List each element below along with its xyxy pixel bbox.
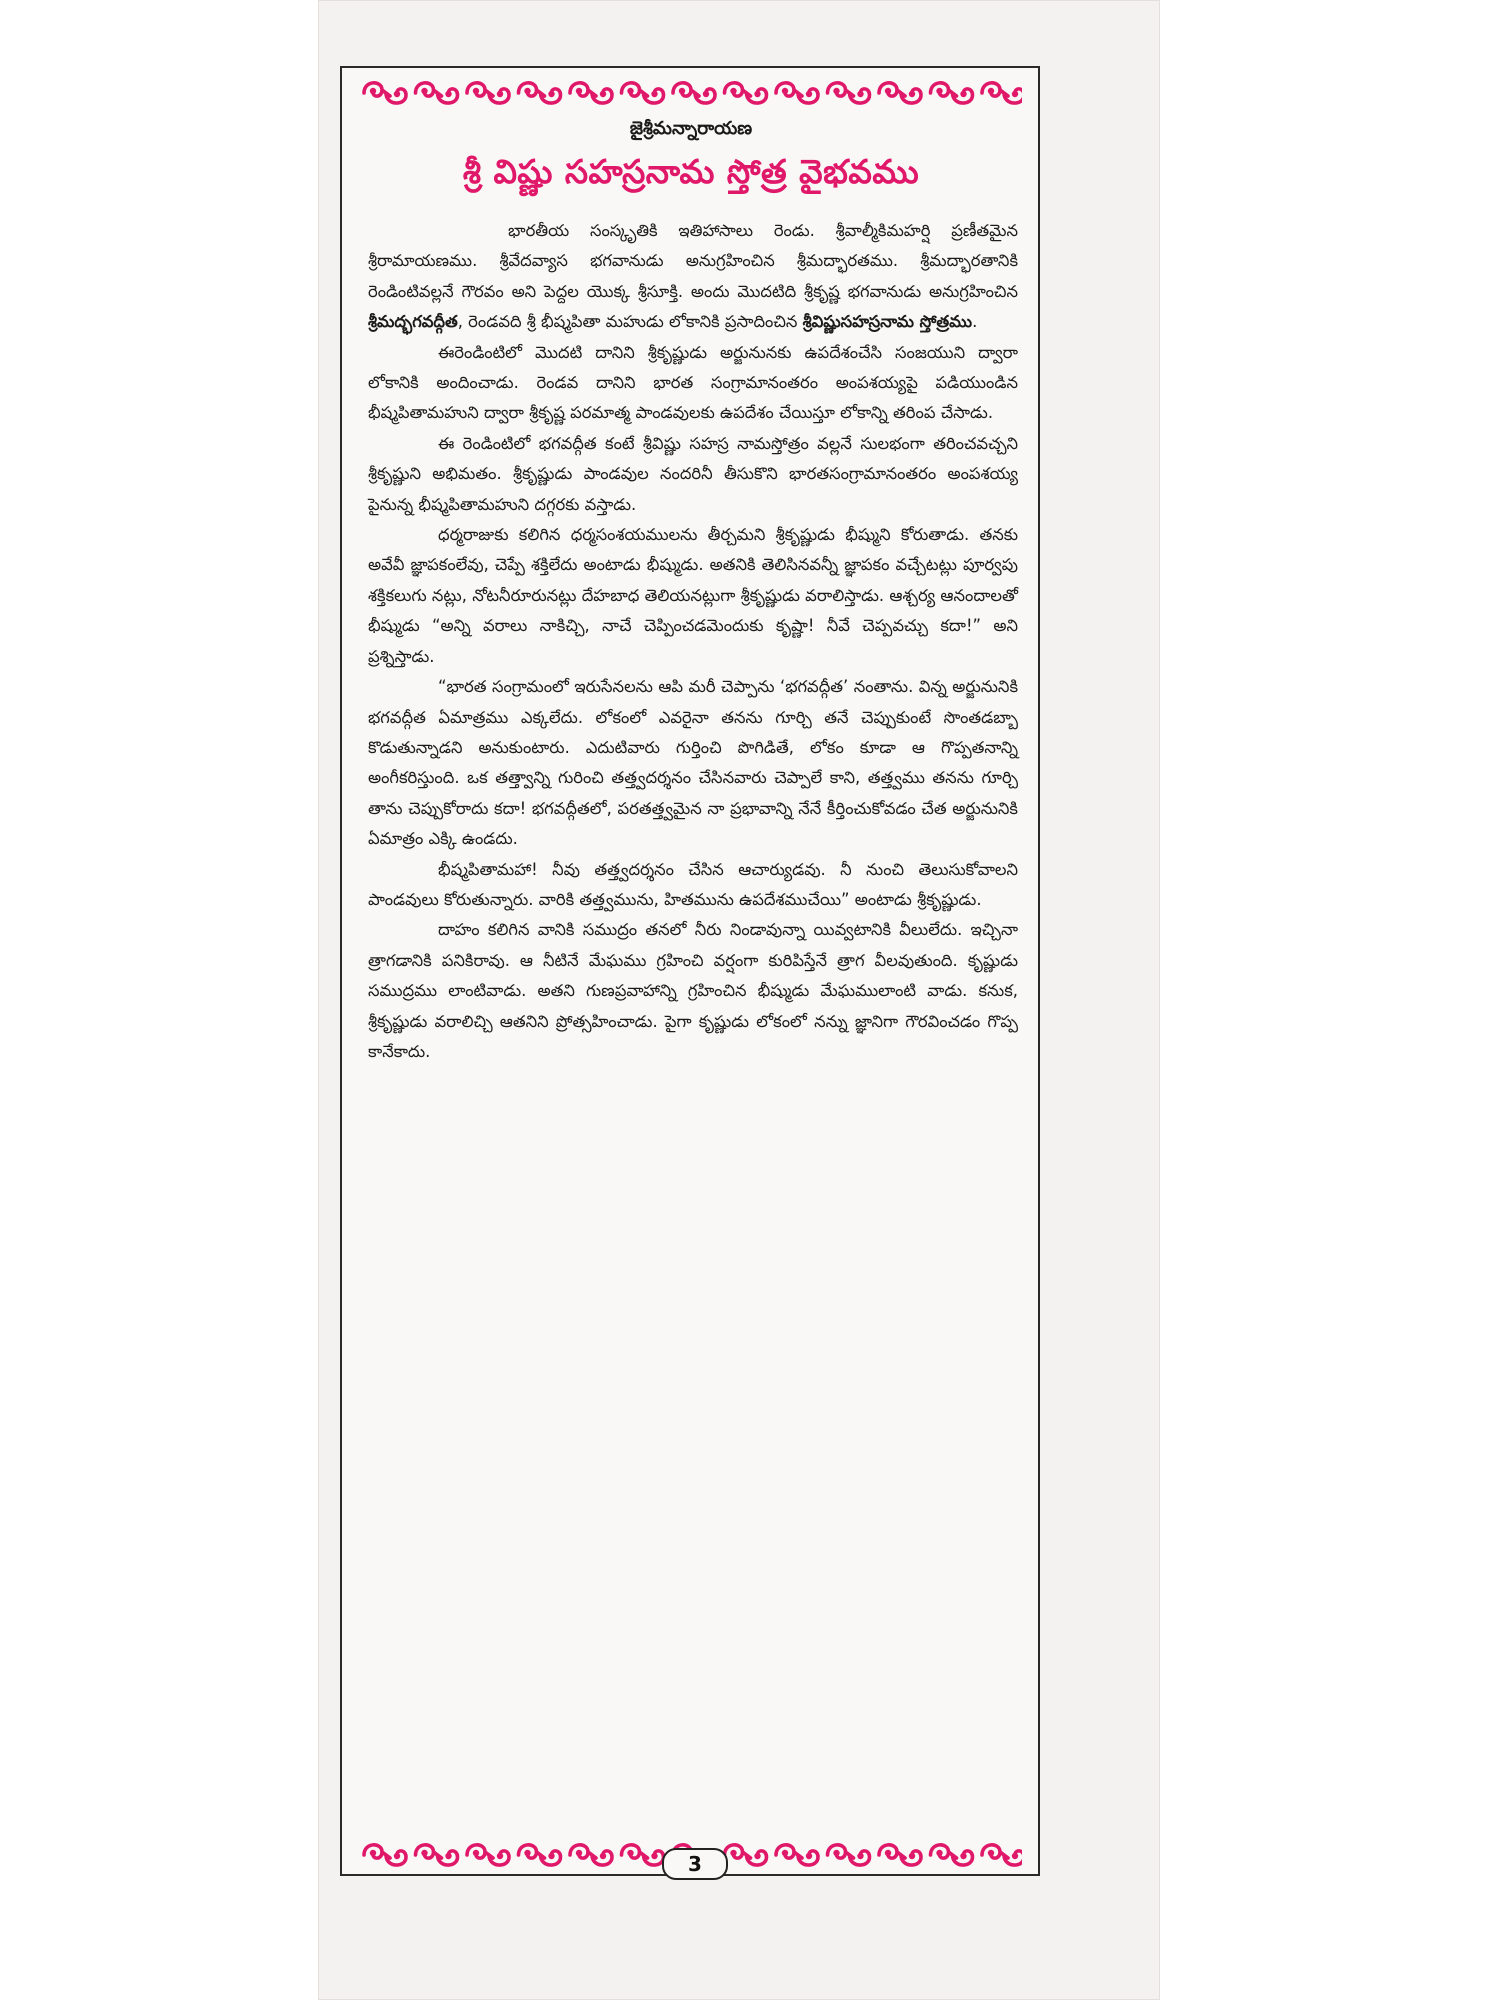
scroll-motif <box>519 1845 561 1865</box>
scroll-motif <box>467 1845 509 1865</box>
scroll-motif <box>982 1845 1022 1865</box>
scroll-motif <box>467 83 509 103</box>
scroll-motif <box>622 83 664 103</box>
scroll-motif <box>879 83 921 103</box>
paragraph-1-text-2: , రెండవది శ్రీ భీష్మపితా మహుడు లోకానికి ప్రసాదించిన <box>457 312 803 332</box>
scroll-motif <box>931 83 973 103</box>
decorative-scroll-border-icon <box>360 74 1022 112</box>
paragraph-3: ఈ రెండింటిలో భగవద్గీత కంటే శ్రీవిష్ణు సహస్ర నామస్తోత్రం వల్లనే సులభంగా తరించవచ్చని శ్రీకృష్ణుని అభిమతం. శ్రీకృష్ణుడు పాండవుల నందరినీ తీసుకొని భారతసంగ్రామానంతరం అంపశయ్య పైనున్న భీష్మపితామహుని దగ్గరకు వస్తాడు. <box>368 433 1018 514</box>
paragraph-2: ఈరెండింటిలో మొదటి దానిని శ్రీకృష్ణుడు అర్జునునకు ఉపదేశంచేసి సంజయుని ద్వారా లోకానికి అందించాడు. రెండవ దానిని భారత సంగ్రామానంతరం అంపశయ్యపై పడియుండిన భీష్మపితామహుని ద్వారా శ్రీకృష్ణ పరమాత్మ పాండవులకు ఉపదేశం చేయిస్తూ లోకాన్ని తరింప చేసాడు. <box>368 342 1018 423</box>
page-number-badge <box>662 1848 728 1880</box>
scroll-motif <box>725 83 767 103</box>
bhagavadgita-bold: శ్రీమద్భగవద్గీత <box>368 312 458 332</box>
scroll-motif <box>570 1845 612 1865</box>
sahasranama-bold: శ్రీవిష్ణుసహస్రనామ స్తోత్రము <box>802 312 973 332</box>
article-title: శ్రీ విష్ణు సహస్రనామ స్తోత్ర వైభవము <box>462 152 920 191</box>
scroll-motif <box>673 83 715 103</box>
scroll-motif <box>416 83 458 103</box>
paragraph-5: “భారత సంగ్రామంలో ఇరుసేనలను ఆపి మరీ చెప్పాను ‘భగవద్గీత’ నంతాను. విన్న అర్జునునికి భగవద్గీత ఏమాత్రము ఎక్కలేదు. లోకంలో ఎవరైనా తనను గూర్చి తనే చెప్పుకుంటే సొంతడబ్బా కొడుతున్నాడని అనుకుంటారు. ఎదుటివారు గుర్తించి పొగిడితే, లోకం కూడా ఆ గొప్పతనాన్ని అంగీకరిస్తుంది. ఒక తత్త్వాన్ని గురించి తత్త్వదర్శనం చేసినవారు చెప్పాలే కాని, తత్త్వము తనను గూర్చి తాను చెప్పుకోరాదు కదా! భగవద్గీతలో, పరతత్త్వమైన నా ప్రభావాన్ని నేనే కీర్తించుకోవడం చేత అర్జునునికి ఏమాత్రం ఎక్కి ఉండదు. <box>368 677 1018 849</box>
paragraph-1-end: . <box>972 312 978 332</box>
invocation-heading: జైశ్రీమన్నారాయణ <box>629 118 753 139</box>
scroll-motif <box>776 83 818 103</box>
scroll-motif <box>982 83 1022 103</box>
paragraph-7: దాహం కలిగిన వానికి సముద్రం తనలో నీరు నిండావున్నా యివ్వటానికి వీలులేదు. ఇచ్చినా త్రాగడానికి పనికిరావు. ఆ నీటినే మేఘము గ్రహించి వర్షంగా కురిపిస్తేనే త్రాగ వీలవుతుంది. కృష్ణుడు సముద్రము లాంటివాడు. అతని గుణప్రవాహాన్ని గ్రహించిన భీష్ముడు మేఘములాంటి వాడు. కనుక, శ్రీకృష్ణుడు వరాలిచ్చి ఆతనిని ప్రోత్సహించాడు. పైగా కృష్ణుడు లోకంలో నన్ను జ్ఞానిగా గౌరవించడం గొప్ప కానేకాదు. <box>368 920 1018 1061</box>
scroll-motif <box>364 83 406 103</box>
scroll-motif <box>622 1845 664 1865</box>
article-body <box>368 216 1018 1067</box>
scroll-motif <box>828 83 870 103</box>
scroll-motif <box>416 1845 458 1865</box>
scroll-motif <box>828 1845 870 1865</box>
scroll-motif <box>931 1845 973 1865</box>
scroll-motif <box>570 83 612 103</box>
scroll-motif <box>725 1845 767 1865</box>
scroll-motif <box>879 1845 921 1865</box>
scroll-motif <box>776 1845 818 1865</box>
scroll-motif <box>519 83 561 103</box>
paragraph-4: ధర్మరాజుకు కలిగిన ధర్మసంశయములను తీర్చమని శ్రీకృష్ణుడు భీష్ముని కోరుతాడు. తనకు అవేవీ జ్ఞాపకంలేవు, చెప్పే శక్తిలేదు అంటాడు భీష్ముడు. అతనికి తెలిసినవన్నీ జ్ఞాపకం వచ్చేటట్లు పూర్వపు శక్తికలుగు నట్లు, నోటనీరూరునట్లు దేహబాధ తెలియనట్లుగా శ్రీకృష్ణుడు వరాలిస్తాడు. ఆశ్చర్య ఆనందాలతో భీష్ముడు “అన్ని వరాలు నాకిచ్చి, నాచే చెప్పించడమెందుకు కృష్ణా! నీవే చెప్పవచ్చు కదా!” అని ప్రశ్నిస్తాడు. <box>368 525 1018 666</box>
page-number: 3 <box>688 1852 702 1876</box>
paragraph-6: భీష్మపితామహా! నీవు తత్త్వదర్శనం చేసిన ఆచార్యుడవు. నీ నుంచి తెలుసుకోవాలని పాండవులు కోరుతున్నారు. వారికి తత్త్వమును, హితమును ఉపదేశముచేయి” అంటాడు శ్రీకృష్ణుడు. <box>368 859 1018 909</box>
paragraph-1 <box>368 216 1018 338</box>
scroll-motif <box>364 1845 406 1865</box>
paragraph-1-text: భారతీయ సంస్కృతికి ఇతిహాసాలు రెండు. శ్రీవాల్మీకిమహర్షి ప్రణీతమైన శ్రీరామాయణము. శ్రీవేదవ్యాస భగవానుడు అనుగ్రహించిన శ్రీమద్భారతము. శ్రీమద్భారతానికి రెండింటివల్లనే గౌరవం అని పెద్దల యొక్క శ్రీసూక్తి. అందు మొదటిది శ్రీకృష్ణ భగవానుడు అనుగ్రహించిన <box>368 221 1018 301</box>
